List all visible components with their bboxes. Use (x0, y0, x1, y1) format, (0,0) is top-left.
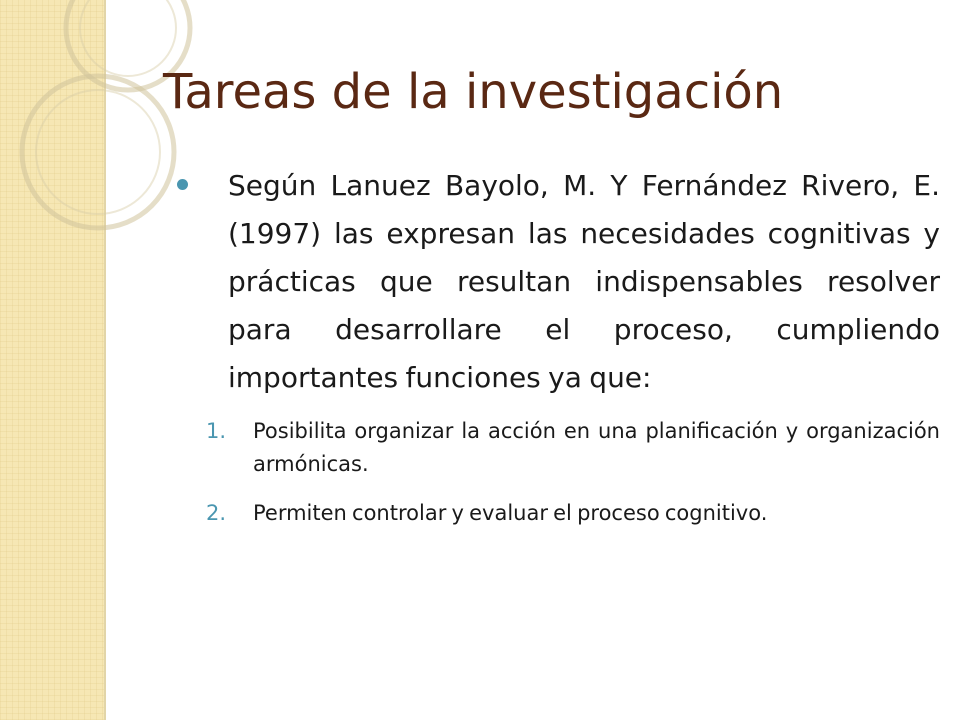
bullet-item (176, 162, 940, 402)
list-item-number: 2. (206, 501, 227, 525)
list-item (176, 415, 940, 481)
bullet-text: Según Lanuez Bayolo, M. Y Fernández Rivero, E. (1997) las expresan las necesidades cognitivas y prácticas que resultan indispensables resolver para desarrollare el proceso, cumpliendo importantes funciones ya que: (228, 169, 940, 394)
list-item-text: Posibilita organizar la acción en una planificación y organización armónicas. (253, 419, 940, 476)
list-item-text: Permiten controlar y evaluar el proceso cognitivo. (253, 501, 768, 525)
slide-content (176, 162, 940, 546)
bullet-icon (177, 179, 188, 190)
list-item (176, 497, 940, 530)
sidebar-decoration (0, 0, 104, 720)
list-item-number: 1. (206, 419, 227, 443)
sidebar-edge (104, 0, 106, 720)
numbered-list (176, 415, 940, 530)
slide-title: Tareas de la investigación (163, 64, 784, 120)
